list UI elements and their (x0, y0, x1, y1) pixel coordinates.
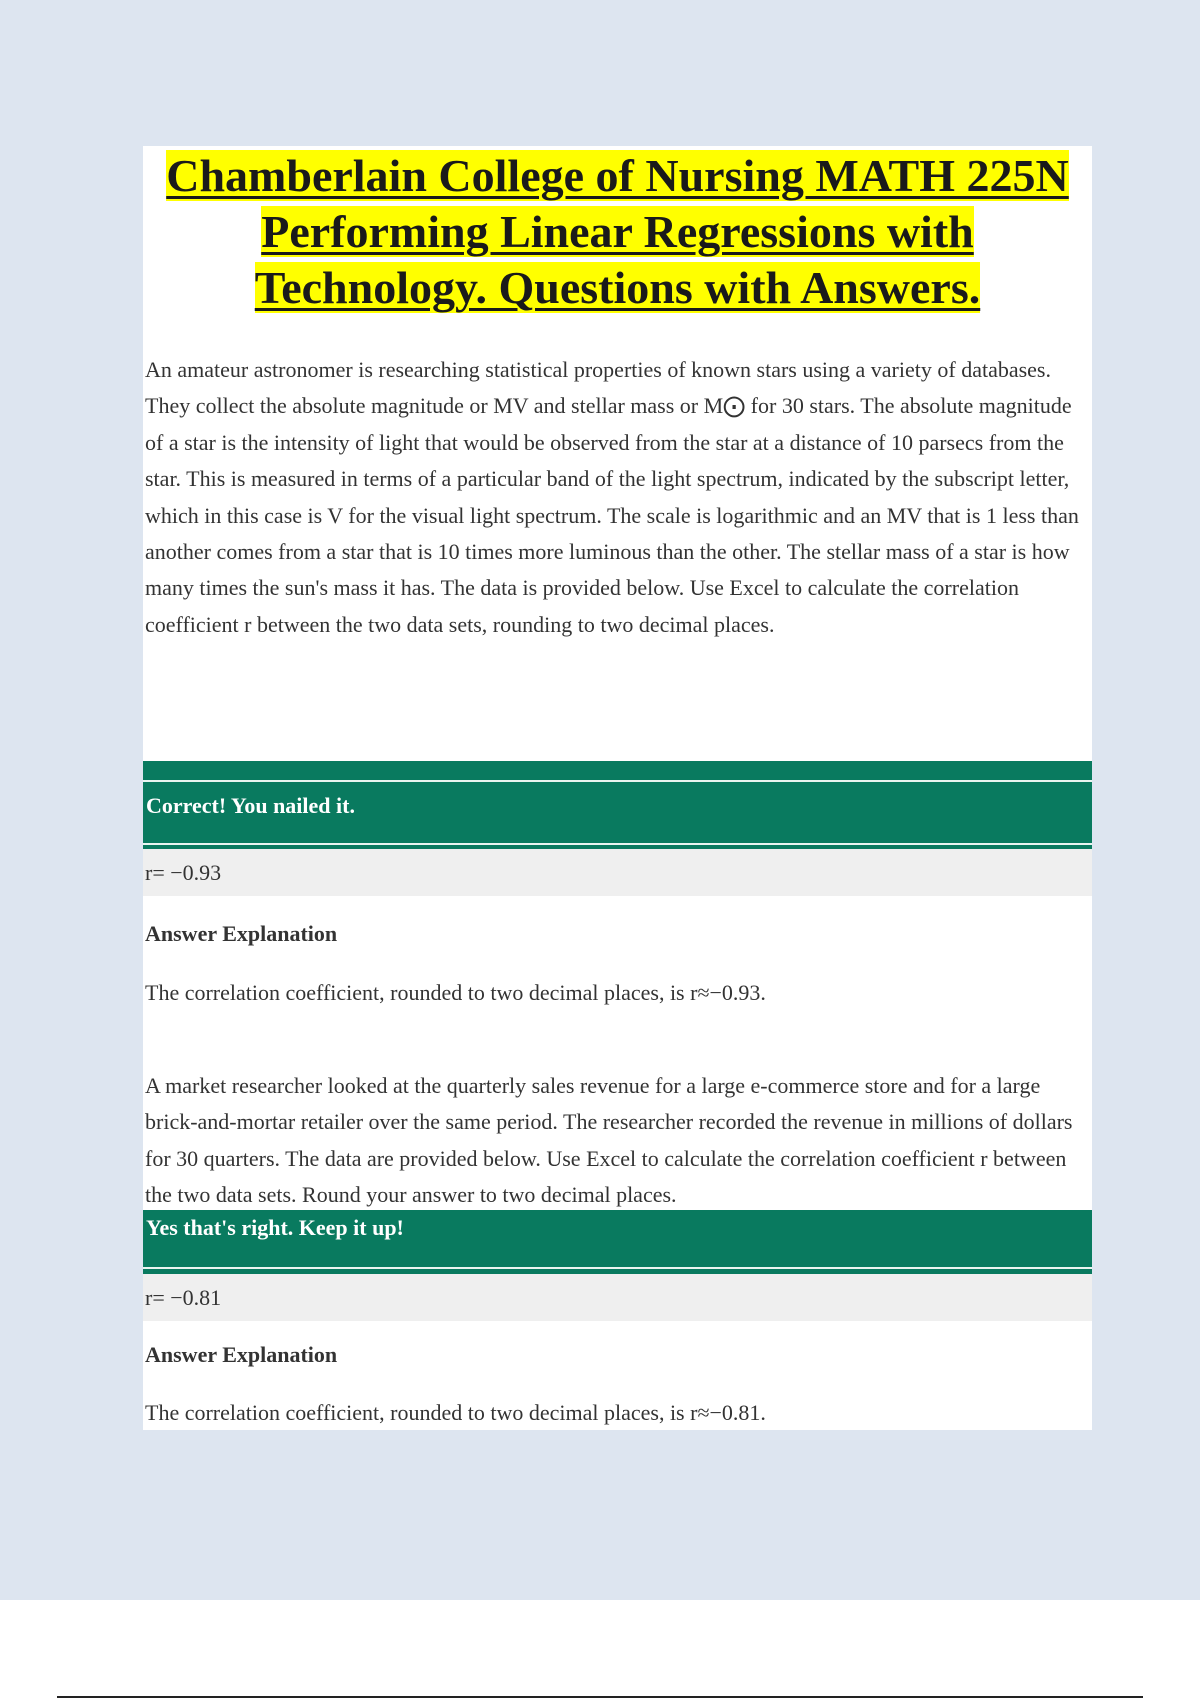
feedback-banner-1 (143, 761, 1092, 849)
banner-divider (143, 780, 1092, 782)
question-2-text: A market researcher looked at the quarterly sales revenue for a large e-commerce store and for a large brick-and-mortar retailer over the same period. The researcher recorded the revenue in millions of dollars for 30 quarters. The data are provided below. Use Excel to calculate the correlation coefficient r between the two data sets. Round your answer to two decimal places. (145, 1073, 1073, 1208)
explanation-heading-1: Answer Explanation (145, 921, 338, 946)
document-title (143, 146, 1092, 316)
feedback-label: Yes that's right. Keep it up! (146, 1215, 404, 1240)
explanation-heading-2: Answer Explanation (145, 1342, 338, 1367)
feedback-banner-2 (143, 1210, 1092, 1274)
answer-row-1: r= −0.93 (143, 849, 1092, 896)
footer-rule (57, 1696, 1143, 1698)
answer-row-2: r= −0.81 (143, 1274, 1092, 1321)
question-1-text: An amateur astronomer is researching statistical properties of known stars using a variety of databases. They collect the absolute magnitude or MV and stellar mass or M⨀ for 30 stars. The absolute magnitude of a star is the intensity of light that would be observed from the star at a distance of 10 parsecs from the star. This is measured in terms of a particular band of the light spectrum, indicated by the subscript letter, which in this case is V for the visual light spectrum. The scale is logarithmic and an MV that is 1 less than another comes from a star that is 10 times more luminous than the other. The stellar mass of a star is how many times the sun's mass it has. The data is provided below. Use Excel to calculate the correlation coefficient r between the two data sets, rounding to two decimal places. (145, 357, 1079, 637)
document-content (143, 146, 1092, 1430)
banner-divider (143, 1267, 1092, 1269)
feedback-label: Correct! You nailed it. (146, 793, 355, 818)
highlighted-title-text: Chamberlain College of Nursing MATH 225N Performing Linear Regressions with Technology. Questions with Answers. (166, 150, 1069, 313)
explanation-text-1: The correlation coefficient, rounded to two decimal places, is r≈−0.93. (145, 980, 766, 1005)
banner-divider (143, 843, 1092, 845)
explanation-text-2: The correlation coefficient, rounded to two decimal places, is r≈−0.81. (145, 1400, 766, 1425)
